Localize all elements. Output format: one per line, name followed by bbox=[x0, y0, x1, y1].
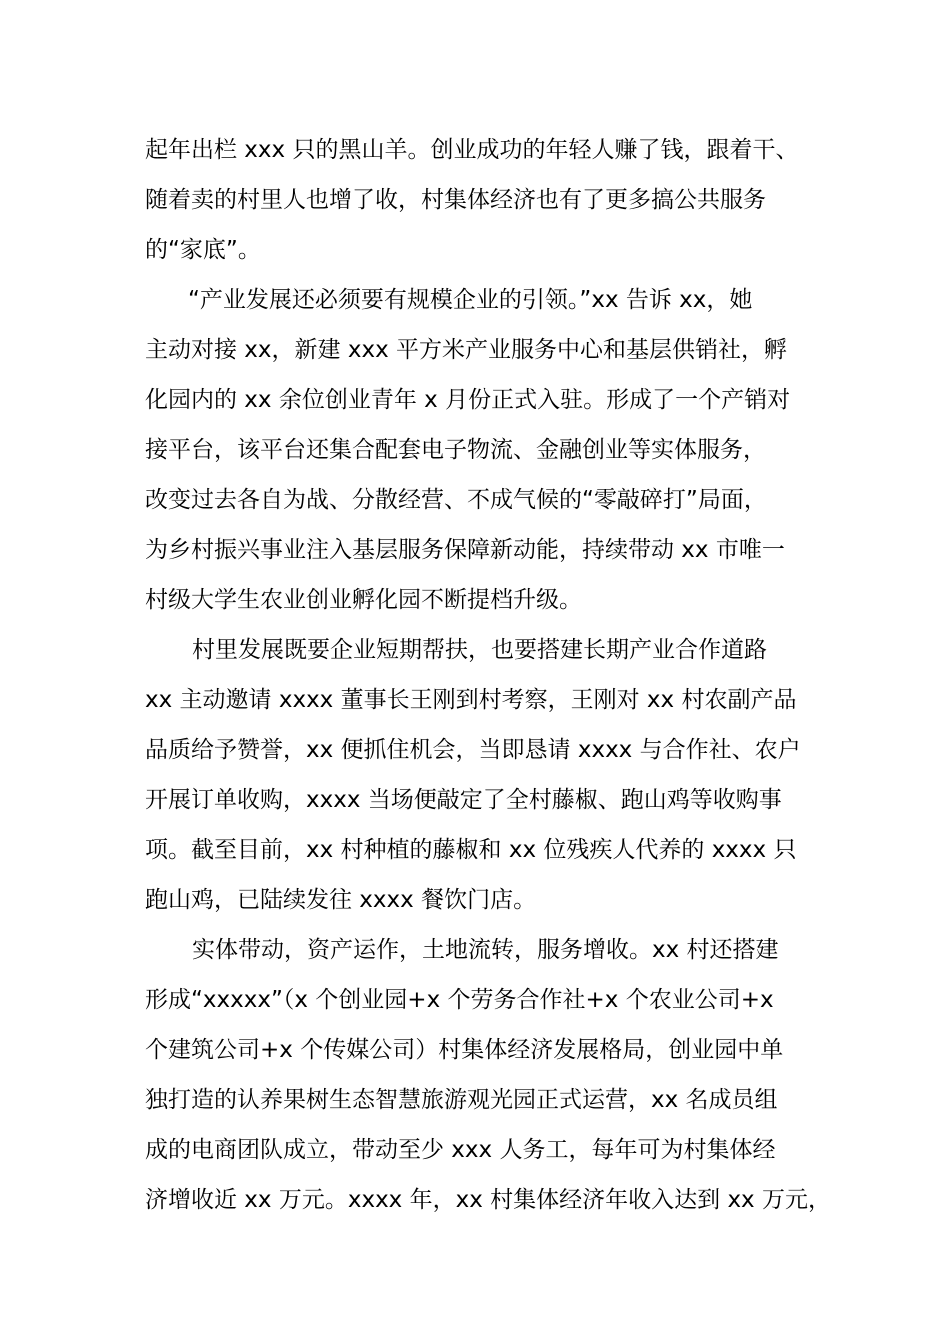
text-line-18: 形成“xxxxx”（x 个创业园+x 个劳务合作社+x 个农业公司+x bbox=[145, 987, 774, 1013]
text-line-9: 为乡村振兴事业注入基层服务保障新动能，持续带动 xx 市唯一 bbox=[145, 537, 785, 563]
text-line-6: 化园内的 xx 余位创业青年 x 月份正式入驻。形成了一个产销对 bbox=[145, 387, 791, 413]
text-line-3: 的“家底”。 bbox=[145, 237, 261, 263]
text-line-21: 成的电商团队成立，带动至少 xxx 人务工，每年可为村集体经 bbox=[145, 1137, 776, 1163]
text-line-1: 起年出栏 xxx 只的黑山羊。创业成功的年轻人赚了钱，跟着干、 bbox=[145, 137, 799, 163]
text-line-16: 跑山鸡，已陆续发往 xxxx 餐饮门店。 bbox=[145, 887, 537, 913]
text-line-14: 开展订单收购，xxxx 当场便敲定了全村藤椒、跑山鸡等收购事 bbox=[145, 787, 782, 813]
text-line-19: 个建筑公司+x 个传媒公司）村集体经济发展格局，创业园中单 bbox=[145, 1037, 784, 1063]
text-line-22: 济增收近 xx 万元。xxxx 年，xx 村集体经济年收入达到 xx 万元， bbox=[145, 1187, 831, 1213]
text-line-13: 品质给予赞誉，xx 便抓住机会，当即恳请 xxxx 与合作社、农户 bbox=[145, 737, 801, 763]
text-line-8: 改变过去各自为战、分散经营、不成气候的“零敲碎打”局面， bbox=[145, 487, 767, 513]
text-line-5: 主动对接 xx，新建 xxx 平方米产业服务中心和基层供销社，孵 bbox=[145, 337, 787, 363]
text-line-10: 村级大学生农业创业孵化园不断提档升级。 bbox=[145, 587, 582, 613]
text-line-17: 实体带动，资产运作，土地流转，服务增收。xx 村还搭建 bbox=[192, 937, 779, 963]
text-line-11: 村里发展既要企业短期帮扶，也要搭建长期产业合作道路 bbox=[192, 637, 767, 663]
text-line-4: “产业发展还必须要有规模企业的引领。”xx 告诉 xx，她 bbox=[188, 287, 753, 313]
text-line-15: 项。截至目前，xx 村种植的藤椒和 xx 位残疾人代养的 xxxx 只 bbox=[145, 837, 797, 863]
text-line-12: xx 主动邀请 xxxx 董事长王刚到村考察，王刚对 xx 村农副产品 bbox=[145, 687, 797, 713]
text-line-2: 随着卖的村里人也增了收，村集体经济也有了更多搞公共服务 bbox=[145, 187, 766, 213]
text-line-7: 接平台，该平台还集合配套电子物流、金融创业等实体服务， bbox=[145, 437, 766, 463]
text-line-20: 独打造的认养果树生态智慧旅游观光园正式运营，xx 名成员组 bbox=[145, 1087, 778, 1113]
